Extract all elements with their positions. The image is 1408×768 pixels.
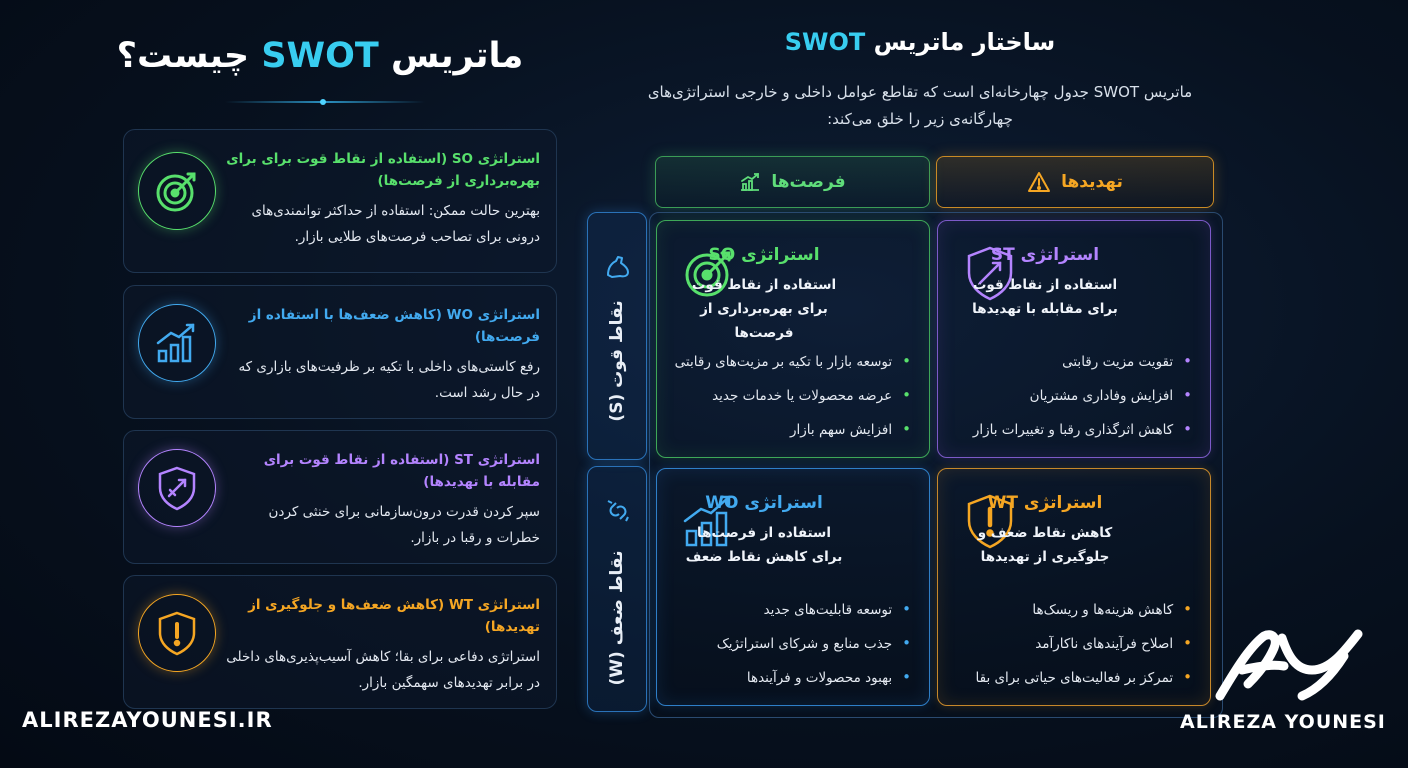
list-item: • اصلاح فرآیندهای ناکارآمد: [952, 627, 1192, 661]
broken-chain-icon: [604, 497, 632, 525]
list-item: • بهبود محصولات و فرآیندها: [671, 661, 911, 695]
card-heading: استراتژی SO (استفاده از نقاط قوت برای برای بهره‌برداری از فرصت‌ها): [226, 151, 540, 189]
column-header-threats: [936, 156, 1214, 208]
card-heading: استراتژی ST (استفاده از نقاط قوت برای مقابله با تهدیدها): [263, 452, 540, 490]
list-item: • کاهش اثرگذاری رقبا و تغییرات بازار: [952, 413, 1192, 447]
list-item: • توسعه بازار با تکیه بر مزیت‌های رقابتی: [671, 345, 911, 379]
list-item: • جذب منابع و شرکای استراتژیک: [671, 627, 911, 661]
quadrant-subtitle: استفاده از نقاط قوت: [972, 277, 1118, 293]
column-label: تهدیدها: [1061, 172, 1123, 192]
list-item: • افزایش وفاداری مشتریان: [952, 379, 1192, 413]
quadrant-subtitle: جلوگیری از تهدیدها: [980, 549, 1110, 565]
card-heading: استراتژی WO (کاهش ضعف‌ها با استفاده از فرصت‌ها): [248, 307, 540, 345]
quadrant-subtitle: کاهش نقاط ضعف و: [977, 525, 1113, 541]
quadrant-list: [952, 593, 1192, 695]
list-item: • تقویت مزیت رقابتی: [952, 345, 1192, 379]
list-item: • کاهش هزینه‌ها و ریسک‌ها: [952, 593, 1192, 627]
quadrant-list: [671, 345, 911, 447]
quadrant-so: [656, 220, 930, 458]
card-body: رفع کاستی‌های داخلی با تکیه بر ظرفیت‌های بازاری که در حال رشد است.: [238, 359, 540, 401]
quadrant-subtitle: برای کاهش نقاط ضعف: [685, 549, 843, 565]
strategy-card-wt: [123, 575, 557, 709]
quadrant-subtitle: استفاده از نقاط قوت: [691, 277, 837, 293]
quadrant-title: استراتژی WO: [705, 493, 823, 513]
row-label: نقاط ضعف (W): [607, 550, 627, 686]
list-item: • توسعه قابلیت‌های جدید: [671, 593, 911, 627]
ay-logo-icon: [1212, 626, 1368, 704]
title-divider-dot: [320, 99, 326, 105]
strategy-card-st: [123, 430, 557, 564]
card-body: سپر کردن قدرت درون‌سازمانی برای خنثی کردن خطرات و رقبا در بازار.: [268, 504, 540, 546]
quadrant-subtitle: استفاده از فرصت‌ها: [697, 525, 831, 541]
quadrant-list: [671, 593, 911, 695]
quadrant-wo: [656, 468, 930, 706]
brand-name: ALIREZA YOUNESI: [1180, 711, 1386, 733]
warning-shield-icon: [138, 594, 216, 672]
list-item: • تمرکز بر فعالیت‌های حیاتی برای بقا: [952, 661, 1192, 695]
quadrant-list: [952, 345, 1192, 447]
muscle-arm-icon: [604, 253, 632, 281]
card-body: بهترین حالت ممکن: استفاده از حداکثر توانمندی‌های درونی برای تصاحب فرصت‌های طلایی بازار.: [251, 203, 540, 245]
quadrant-title: استراتژی SO: [708, 245, 820, 265]
quadrant-title: استراتژی ST: [990, 245, 1100, 265]
quadrant-st: [937, 220, 1211, 458]
column-header-opportunities: [655, 156, 930, 208]
list-item: • افزایش سهم بازار: [671, 413, 911, 447]
growth-chart-icon: [138, 304, 216, 382]
matrix-description: ماتریس SWOT جدول چهارخانه‌ای است که تقاطع عوامل داخلی و خارجی استراتژی‌های چهارگانه‌ی زیر را خلق می‌کند:: [647, 83, 1193, 128]
shield-icon: [138, 449, 216, 527]
left-title: ماتریس SWOT چیست؟: [116, 36, 524, 76]
quadrant-title: استراتژی WT: [987, 493, 1103, 513]
column-label: فرصت‌ها: [771, 172, 846, 192]
quadrant-subtitle: برای بهره‌برداری از فرصت‌ها: [700, 301, 828, 341]
target-icon: [138, 152, 216, 230]
website-label: ALIREZAYOUNESI.IR: [22, 708, 273, 732]
row-header-weaknesses: [587, 466, 647, 712]
card-body: استراتژی دفاعی برای بقا؛ کاهش آسیب‌پذیری‌های داخلی در برابر تهدیدهای سهمگین بازار.: [226, 649, 540, 691]
strategy-card-so: [123, 129, 557, 273]
card-heading: استراتژی WT (کاهش ضعف‌ها و جلوگیری از تهدیدها): [248, 597, 540, 635]
quadrant-subtitle: برای مقابله با تهدیدها: [972, 301, 1118, 317]
warning-triangle-icon: [1027, 171, 1051, 193]
matrix-title: ساختار ماتریس SWOT: [784, 28, 1056, 56]
strategy-card-wo: [123, 285, 557, 419]
row-label: نقاط قوت (S): [607, 300, 627, 422]
quadrant-wt: [937, 468, 1211, 706]
trend-up-icon: [739, 172, 761, 192]
list-item: • عرضه محصولات یا خدمات جدید: [671, 379, 911, 413]
row-header-strengths: [587, 212, 647, 460]
